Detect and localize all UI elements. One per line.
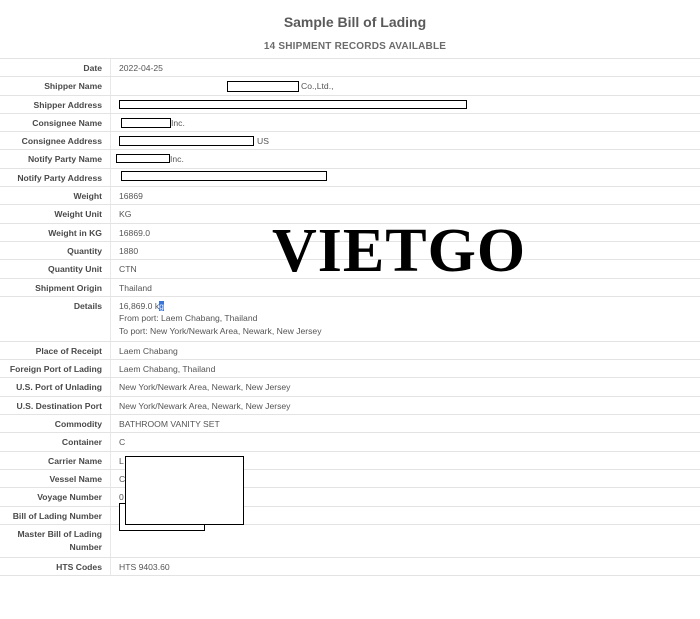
row-shipper-address	[0, 96, 700, 114]
row-foreign-port	[0, 360, 700, 378]
label-vessel-name: Vessel Name	[0, 470, 111, 487]
redaction-box	[121, 171, 327, 181]
row-master-bol-number	[0, 525, 700, 558]
row-weight	[0, 187, 700, 205]
value-shipper-address	[111, 96, 700, 113]
value-master-bol-number	[111, 525, 700, 557]
label-commodity: Commodity	[0, 415, 111, 432]
label-master-bol-number: Master Bill of Lading Number	[0, 525, 111, 557]
row-place-of-receipt	[0, 342, 700, 360]
value-weight-unit: KG	[119, 209, 132, 220]
value-us-destination-port: New York/Newark Area, Newark, New Jersey	[119, 400, 291, 411]
shipper-name-suffix: Co.,Ltd.,	[301, 81, 334, 92]
label-details: Details	[0, 297, 111, 341]
bill-of-lading-table	[0, 58, 700, 576]
value-commodity: BATHROOM VANITY SET	[119, 419, 220, 430]
label-shipment-origin: Shipment Origin	[0, 279, 111, 296]
page-title: Sample Bill of Lading	[283, 14, 427, 30]
value-voyage-number: 0	[119, 492, 124, 503]
redaction-box	[227, 81, 299, 92]
value-notify-party-name	[111, 150, 700, 167]
label-foreign-port: Foreign Port of Lading	[0, 360, 111, 377]
value-foreign-port: Laem Chabang, Thailand	[119, 364, 216, 375]
label-place-of-receipt: Place of Receipt	[0, 342, 111, 359]
value-quantity: 1880	[119, 245, 139, 256]
value-place-of-receipt: Laem Chabang	[119, 345, 178, 356]
details-to-port: To port: New York/Newark Area, Newark, New Jersey	[119, 325, 322, 336]
value-consignee-name	[111, 114, 700, 131]
selected-text: g	[159, 300, 164, 311]
value-weight-in-kg: 16869.0	[119, 227, 151, 238]
notify-party-name-suffix: Inc.	[170, 154, 184, 165]
label-quantity-unit: Quantity Unit	[0, 260, 111, 277]
row-hts-codes	[0, 558, 700, 576]
redaction-box	[121, 118, 171, 128]
row-bol-number	[0, 507, 700, 525]
value-shipment-origin: Thailand	[119, 282, 152, 293]
row-voyage-number	[0, 488, 700, 506]
label-hts-codes: HTS Codes	[0, 558, 111, 575]
label-consignee-address: Consignee Address	[0, 132, 111, 149]
label-date: Date	[0, 59, 111, 76]
label-voyage-number: Voyage Number	[0, 488, 111, 505]
value-consignee-address	[111, 132, 700, 149]
label-notify-party-name: Notify Party Name	[0, 150, 111, 167]
redaction-box	[116, 154, 170, 163]
value-date: 2022-04-25	[119, 63, 163, 73]
row-details	[0, 297, 700, 342]
value-container: C	[119, 437, 126, 448]
label-consignee-name: Consignee Name	[0, 114, 111, 131]
value-shipper-name	[111, 77, 700, 94]
label-quantity: Quantity	[0, 242, 111, 259]
redaction-box	[119, 136, 254, 146]
value-notify-party-address	[111, 169, 700, 186]
label-bol-number: Bill of Lading Number	[0, 507, 111, 524]
label-us-destination-port: U.S. Destination Port	[0, 397, 111, 414]
label-weight: Weight	[0, 187, 111, 204]
consignee-address-suffix: US	[257, 136, 269, 147]
redaction-box	[119, 100, 467, 109]
row-date	[0, 59, 700, 77]
label-shipper-name: Shipper Name	[0, 77, 111, 94]
value-details	[111, 297, 700, 341]
row-commodity	[0, 415, 700, 433]
row-carrier-name	[0, 452, 700, 470]
row-us-port-unlading	[0, 378, 700, 396]
row-notify-party-name	[0, 150, 700, 168]
label-notify-party-address: Notify Party Address	[0, 169, 111, 186]
value-hts-codes: HTS 9403.60	[119, 561, 170, 572]
label-carrier-name: Carrier Name	[0, 452, 111, 469]
row-notify-party-address	[0, 169, 700, 187]
row-vessel-name	[0, 470, 700, 488]
row-container	[0, 433, 700, 451]
value-quantity-unit: CTN	[119, 264, 137, 275]
details-weight-text: 16,869.0 k	[119, 300, 160, 311]
row-consignee-name	[0, 114, 700, 132]
records-count-subtitle: 14 SHIPMENT RECORDS AVAILABLE	[263, 41, 447, 52]
label-us-port-unlading: U.S. Port of Unlading	[0, 378, 111, 395]
row-consignee-address	[0, 132, 700, 150]
details-from-port: From port: Laem Chabang, Thailand	[119, 313, 258, 324]
label-shipper-address: Shipper Address	[0, 96, 111, 113]
label-weight-unit: Weight Unit	[0, 205, 111, 222]
value-us-port-unlading: New York/Newark Area, Newark, New Jersey	[119, 382, 291, 393]
vietgo-watermark: VIETGO	[272, 217, 527, 285]
redaction-box-large	[125, 456, 244, 525]
value-vessel-name: C	[119, 473, 126, 484]
consignee-name-suffix: Inc.	[171, 117, 185, 128]
label-container: Container	[0, 433, 111, 450]
row-us-destination-port	[0, 397, 700, 415]
label-weight-in-kg: Weight in KG	[0, 224, 111, 241]
value-weight: 16869	[119, 191, 143, 202]
row-shipper-name	[0, 77, 700, 95]
value-carrier-name: L	[119, 455, 124, 466]
